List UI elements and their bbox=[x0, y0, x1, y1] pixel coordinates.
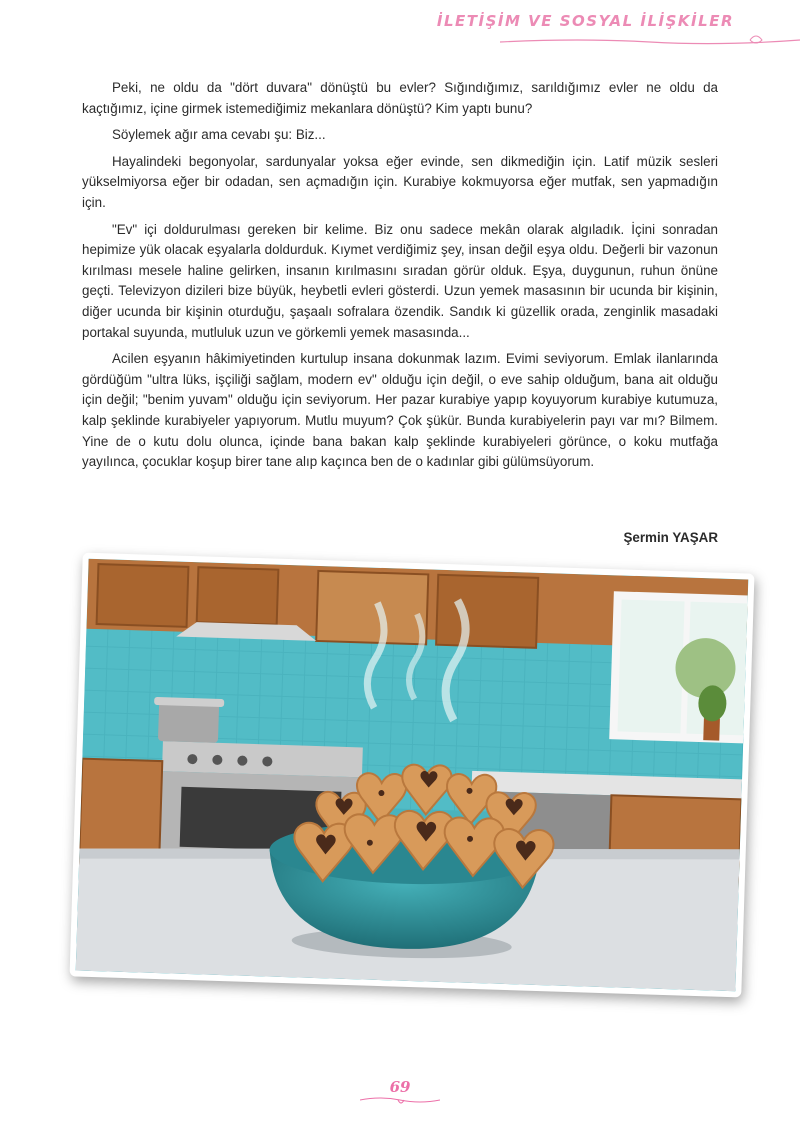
footer-decorative-swirl bbox=[360, 1094, 440, 1108]
article-paragraph: "Ev" içi doldurulması gereken bir kelime. Biz onu sadece mekân olarak algıladık. İçini sonradan hepimize yük olacak eşyalarla doldurduk. Kıymet verdiğimiz şey, insan değil eşya oldu. Değerli bir vazonun kırılması mesele haline gelirken, insanın kırılmasını sıradan görür olduk. Eşya, duygunun, ruhun önüne geçti. Televizyon dizileri bize büyük, heybetli evleri gösterdi. Uzun yemek masasının bir ucunda bir kişinin, diğer ucunda bir kişinin oturduğu, şaşaalı sofralara özendik. Sandık ki güzellik orada, zenginlik masadaki portakal suyunda, mutluluk uzun ve görkemli yemek masasında... bbox=[82, 221, 718, 340]
article-paragraph: Acilen eşyanın hâkimiyetinden kurtulup insana dokunmak lazım. Evimi seviyorum. Emlak ilanlarında gördüğüm "ultra lüks, işçiliği sağlam, modern ev" olduğu için değil, o eve sahip olduğum, bana ait olduğu için değil; "benim yuvam" olduğu için seviyorum. Her pazar kurabiye yapıp koyuyorum kurabiye kutumuza, kalp şeklinde kurabiyeler yapıyorum. Mutlu muyum? Çok şükür. Bunda kurabiyelerin payı var mı? Bilmem. Yine de o kutu dolu olunca, içinde bana bakan kalp şeklinde kurabiyeleri görünce, o koku mutfağa yayılınca, çocuklar koşup birer tane alıp kaçınca ben de o kadınlar gibi gülümsüyorum. bbox=[82, 351, 718, 470]
header-decorative-line bbox=[500, 30, 800, 50]
article-body bbox=[82, 78, 718, 479]
article-paragraph: Peki, ne oldu da "dört duvara" dönüştü bu evler? Sığındığımız, sarıldığımız evler ne oldu da kaçtığımız, içine girmek istemediğimiz mekanlara dönüştü? Kim yaptı bunu? bbox=[82, 80, 718, 116]
section-header-title: İLETİŞİM VE SOSYAL İLİŞKİLER bbox=[436, 12, 734, 30]
kitchen-cookies-illustration bbox=[70, 553, 755, 998]
kitchen-scene-image bbox=[76, 559, 749, 992]
article-paragraph: Söylemek ağır ama cevabı şu: Biz... bbox=[112, 127, 326, 143]
article-author: Şermin YAŞAR bbox=[623, 530, 718, 545]
page-number: 69 bbox=[389, 1078, 411, 1096]
article-paragraph: Hayalindeki begonyolar, sardunyalar yoksa eğer evinde, sen dikmediğin için. Latif müzik sesleri yükselmiyorsa eğer bir odadan, sen açmadığın için. Kurabiye kokmuyorsa eğer mutfak, sen yapmadığın için. bbox=[82, 153, 718, 210]
